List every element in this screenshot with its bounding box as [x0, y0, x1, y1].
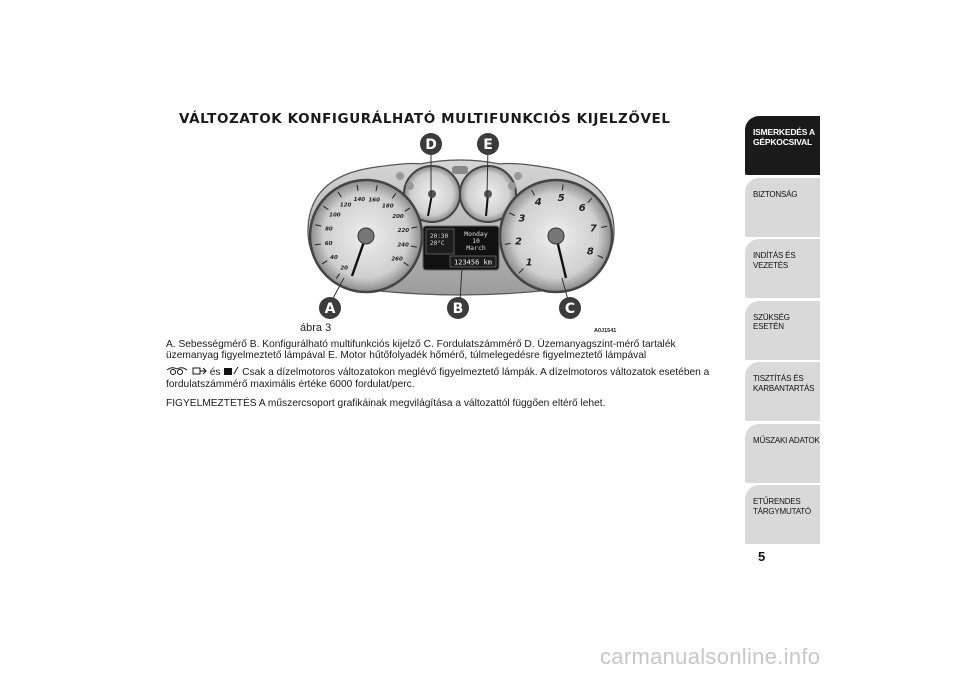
marker-d [420, 133, 442, 155]
speedo-tick-label: 80 [325, 226, 333, 233]
tab-biztonsag[interactable]: BIZTONSÁG [745, 178, 820, 237]
figure-reference-code: A0J1541 [594, 328, 617, 334]
tab-targymutato[interactable]: ETŰRENDES TÁRGYMUTATÓ [745, 485, 820, 544]
tacho-tick-label: 3 [518, 213, 526, 225]
speedo-tick-label: 260 [391, 256, 403, 263]
watermark: carmanualsonline.info [600, 644, 821, 669]
display-date: 10 [472, 237, 480, 245]
speedo-tick-label: 240 [397, 242, 409, 249]
marker-c [559, 297, 581, 319]
instrument-cluster-figure [300, 128, 620, 340]
tacho-tick-label: 5 [557, 192, 565, 204]
tab-tisztitas[interactable]: TISZTÍTÁS ÉS KARBANTARTÁS [745, 362, 820, 421]
svg-text:D: D [425, 137, 437, 153]
svg-text:B: B [452, 301, 464, 317]
display-odometer: 123456 km [454, 258, 492, 267]
paragraph-legend: A. Sebességmérő B. Konfigurálható multifunkciós kijelző C. Fordulatszámmérő D. Üzemanyagszint-mérő tartalék üzemanyag figyelmeztető lámpával E. Motor hűtőfolyadék hőmérő, túlmelegedésre figyelmeztető lámpával [166, 339, 676, 361]
marker-e [477, 133, 499, 155]
tacho-tick-label: 7 [589, 223, 597, 235]
diesel-filter-icon [191, 366, 207, 379]
tab-muszaki[interactable]: MŰSZAKI ADATOK [745, 424, 820, 483]
tacho-tick-label: 8 [586, 246, 594, 258]
display-month: March [466, 244, 486, 252]
and-word: és [209, 367, 221, 379]
section-heading: VÁLTOZATOK KONFIGURÁLHATÓ MULTIFUNKCIÓS KIJELZŐVEL [179, 111, 671, 127]
speedo-tick-label: 180 [382, 203, 394, 210]
marker-a [319, 297, 341, 319]
speedo-tick-label: 200 [392, 214, 404, 221]
tacho-tick-label: 4 [534, 196, 542, 208]
marker-b [447, 297, 469, 319]
speedo-tick-label: 120 [339, 202, 352, 209]
speedo-tick-label: 100 [329, 212, 341, 219]
tacho-tick-label: 6 [578, 203, 586, 214]
water-in-fuel-icon [223, 366, 239, 379]
diesel-note-text: Csak a dízelmotoros változatokon meglévő figyelmeztető lámpák. A dízelmotoros változatok esetében a fordulatszámmérő maximális értéke 6000 fordulat/perc. [166, 367, 710, 390]
svg-text:A: A [324, 301, 336, 317]
figure-caption: ábra 3 [300, 322, 332, 334]
tab-ismerkedes[interactable]: ISMERKEDÉS A GÉPKOCSIVAL [745, 116, 820, 175]
glow-plug-icon [166, 366, 188, 379]
display-day: Monday [464, 230, 488, 238]
tacho-tick-label: 1 [525, 257, 533, 269]
display-time: 20:30 [430, 233, 449, 240]
paragraph-warning: FIGYELMEZTETÉS A műszercsoport grafikáinak megvilágítása a változattól függően eltérő lehet. [166, 398, 606, 409]
speedo-tick-label: 220 [397, 227, 410, 234]
page-number: 5 [758, 549, 766, 564]
display-temp: 20°C [430, 240, 445, 247]
speedo-tick-label: 60 [324, 241, 333, 248]
speedo-tick-label: 20 [340, 265, 349, 272]
svg-text:E: E [483, 137, 493, 153]
paragraph-diesel-note [166, 366, 726, 390]
tacho-tick-label: 2 [515, 236, 522, 248]
speedo-tick-label: 40 [330, 254, 338, 261]
svg-text:C: C [564, 301, 576, 317]
speedo-tick-label: 140 [353, 197, 366, 204]
tab-szukseg[interactable]: SZÜKSÉG ESETÉN [745, 301, 820, 360]
instrument-cluster-illustration [300, 128, 620, 340]
chapter-sidebar [745, 116, 820, 547]
tab-inditas[interactable]: INDÍTÁS ÉS VEZETÉS [745, 239, 820, 298]
speedo-tick-label: 160 [368, 197, 380, 204]
